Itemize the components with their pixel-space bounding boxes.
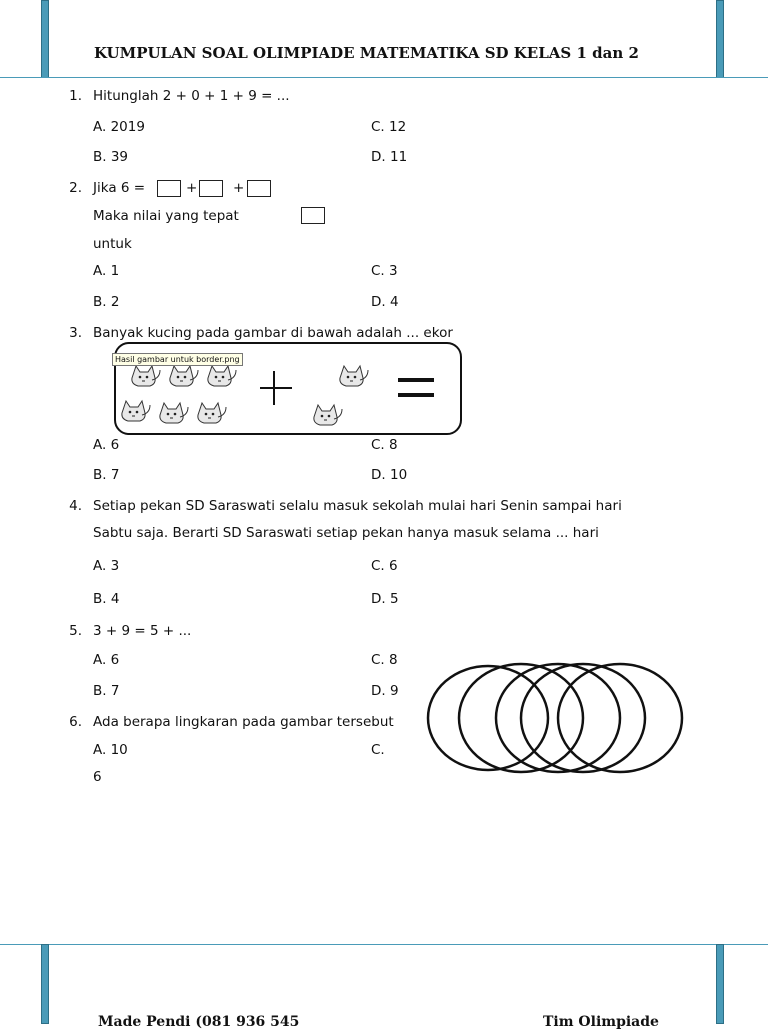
q5-option-d: D. 9 xyxy=(371,683,399,699)
q5-option-c: C. 8 xyxy=(371,652,398,668)
q2-answer-box-1 xyxy=(157,180,181,197)
q2-plus-1: + xyxy=(186,180,198,196)
page-title: KUMPULAN SOAL OLIMPIADE MATEMATIKA SD KELAS 1 dan 2 xyxy=(94,44,639,62)
bottom-left-bar xyxy=(41,944,49,1024)
circle-1 xyxy=(428,666,548,770)
q5-number: 5. xyxy=(69,623,82,639)
q1-text: Hitunglah 2 + 0 + 1 + 9 = ... xyxy=(93,88,290,104)
footer-left: Made Pendi (081 936 545 xyxy=(98,1014,300,1030)
q3-option-b: B. 7 xyxy=(93,467,120,483)
q4-line-2: Sabtu saja. Berarti SD Saraswati setiap pekan hanya masuk selama ... hari xyxy=(93,525,599,541)
circles-figure xyxy=(420,660,688,778)
top-right-bar xyxy=(716,0,724,78)
q2-line-2: Maka nilai yang tepat xyxy=(93,208,239,224)
footer-right: Tim Olimpiade xyxy=(543,1014,659,1030)
q6-option-c: C. xyxy=(371,742,385,758)
q6-option-c-continuation: 6 xyxy=(93,769,102,785)
q3-number: 3. xyxy=(69,325,82,341)
q4-line-1: Setiap pekan SD Saraswati selalu masuk sekolah mulai hari Senin sampai hari xyxy=(93,498,622,514)
q4-option-d: D. 5 xyxy=(371,591,399,607)
q2-jika-text: Jika 6 = xyxy=(93,180,146,196)
q2-number: 2. xyxy=(69,180,82,196)
q6-text: Ada berapa lingkaran pada gambar tersebut xyxy=(93,714,394,730)
q3-option-d: D. 10 xyxy=(371,467,408,483)
q6-number: 6. xyxy=(69,714,82,730)
q1-option-d: D. 11 xyxy=(371,149,408,165)
top-left-bar xyxy=(41,0,49,78)
q5-option-b: B. 7 xyxy=(93,683,120,699)
q3-text: Banyak kucing pada gambar di bawah adalah ... ekor xyxy=(93,325,453,341)
q2-option-d: D. 4 xyxy=(371,294,399,310)
q2-option-b: B. 2 xyxy=(93,294,120,310)
q5-option-a: A. 6 xyxy=(93,652,120,668)
image-tooltip: Hasil gambar untuk border.png xyxy=(112,353,243,366)
q1-option-a: A. 2019 xyxy=(93,119,145,135)
q1-option-b: B. 39 xyxy=(93,149,129,165)
q4-option-b: B. 4 xyxy=(93,591,120,607)
q3-option-c: C. 8 xyxy=(371,437,398,453)
q6-option-a: A. 10 xyxy=(93,742,128,758)
q4-option-c: C. 6 xyxy=(371,558,398,574)
q1-option-c: C. 12 xyxy=(371,119,407,135)
q2-answer-box-2 xyxy=(199,180,223,197)
q2-target-box xyxy=(301,207,325,224)
header-rule xyxy=(0,77,768,78)
q5-text: 3 + 9 = 5 + ... xyxy=(93,623,192,639)
bottom-right-bar xyxy=(716,944,724,1024)
q3-option-a: A. 6 xyxy=(93,437,120,453)
q2-option-c: C. 3 xyxy=(371,263,398,279)
q2-answer-box-3 xyxy=(247,180,271,197)
q2-line-3: untuk xyxy=(93,236,132,252)
q2-option-a: A. 1 xyxy=(93,263,120,279)
q1-number: 1. xyxy=(69,88,82,104)
q2-plus-2: + xyxy=(233,180,245,196)
footer-rule xyxy=(0,944,768,945)
q4-option-a: A. 3 xyxy=(93,558,120,574)
q4-number: 4. xyxy=(69,498,82,514)
